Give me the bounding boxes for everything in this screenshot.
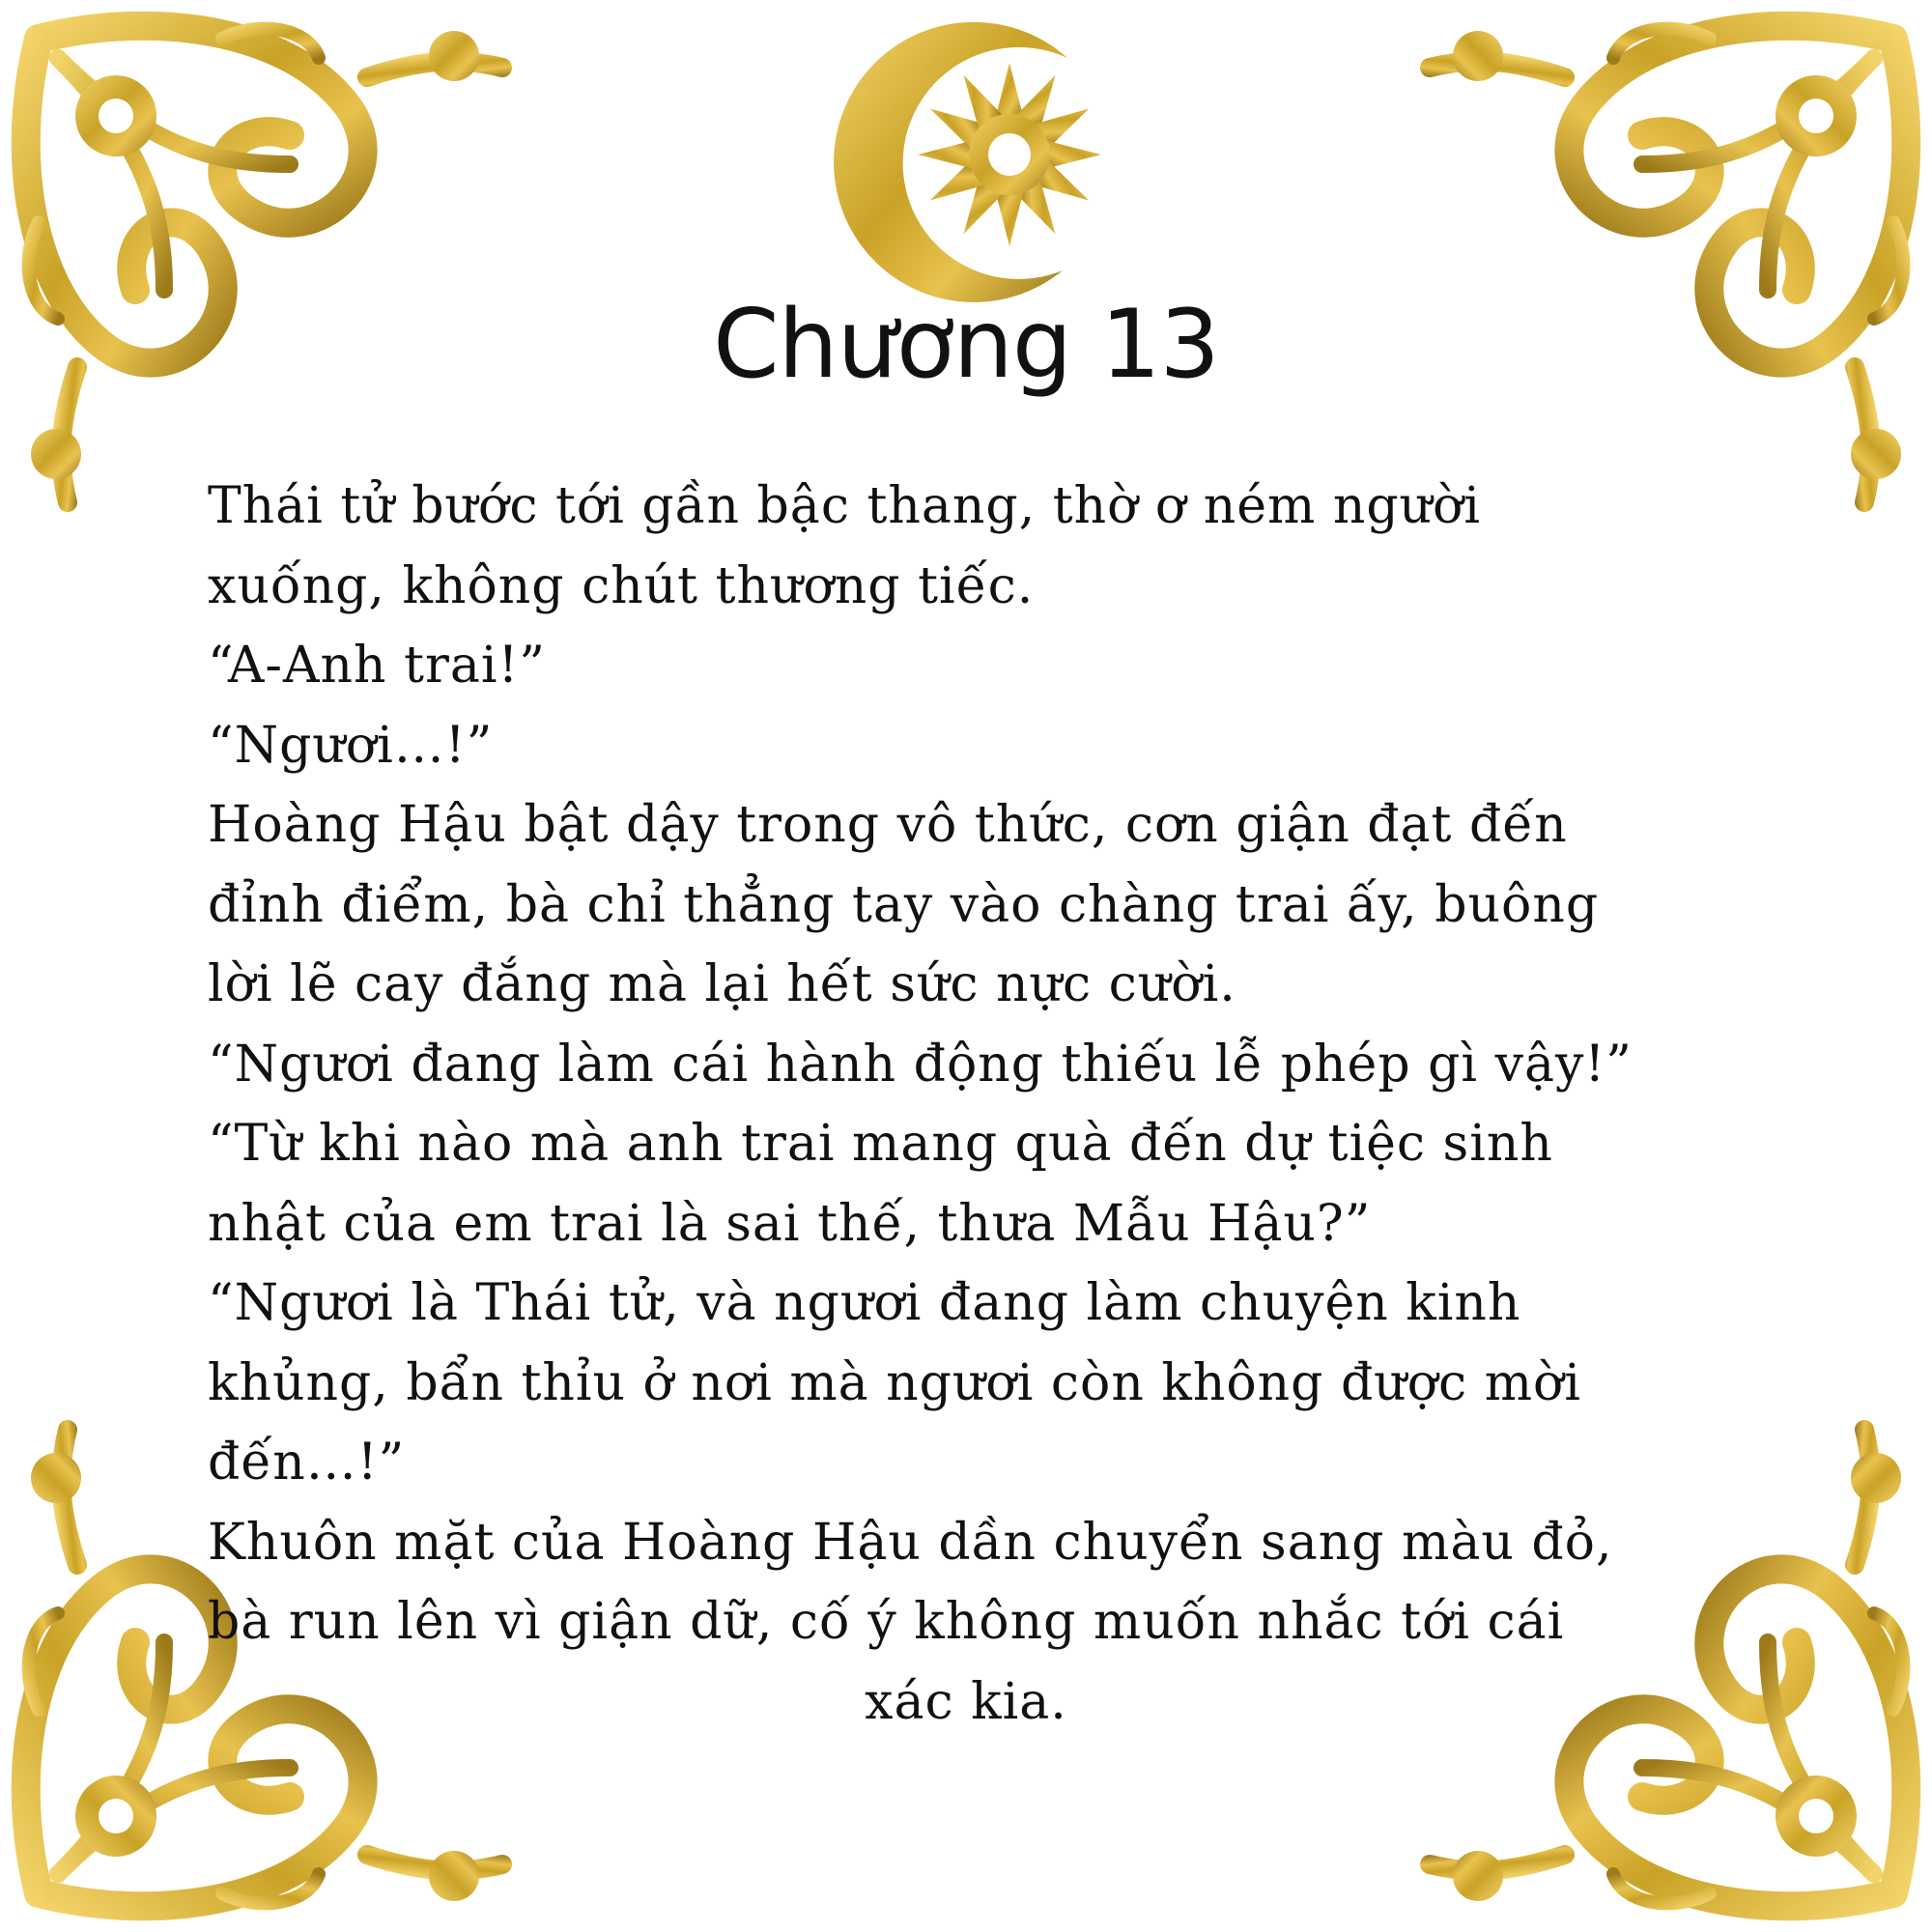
chapter-title: Chương 13 <box>713 290 1219 400</box>
text-line: Thái tử bước tới gần bậc thang, thờ ơ ném người <box>208 477 1482 535</box>
text-line: xác kia. <box>865 1672 1067 1731</box>
text-line: “A-Anh trai!” <box>208 637 546 695</box>
text-line: khủng, bẩn thỉu ở nơi mà ngươi còn không được mời <box>208 1353 1581 1412</box>
text-line: Hoàng Hậu bật dậy trong vô thức, cơn giận đạt đến <box>208 796 1568 854</box>
text-line: Khuôn mặt của Hoàng Hậu dần chuyển sang màu đỏ, <box>208 1513 1613 1572</box>
text-line: “Ngươi…!” <box>208 716 494 775</box>
text-line: “Từ khi nào mà anh trai mang quà đến dự tiệc sinh <box>208 1115 1553 1173</box>
text-line: “Ngươi là Thái tử, và ngươi đang làm chuyện kinh <box>208 1274 1521 1332</box>
text-line: xuống, không chút thương tiếc. <box>208 556 1035 615</box>
text-line: đến…!” <box>208 1434 406 1492</box>
text-line: bà run lên vì giận dữ, cố ý không muốn nhắc tới cái <box>208 1593 1565 1651</box>
crescent-moon-sun-icon <box>834 22 1101 302</box>
text-line: “Ngươi đang làm cái hành động thiếu lễ phép gì vậy!” <box>208 1035 1633 1094</box>
text-line: đỉnh điểm, bà chỉ thẳng tay vào chàng trai ấy, buông <box>208 875 1600 934</box>
text-line: lời lẽ cay đắng mà lại hết sức nực cười. <box>208 955 1236 1013</box>
text-line: nhật của em trai là sai thế, thưa Mẫu Hậu?” <box>208 1194 1372 1253</box>
story-text <box>208 467 1715 1742</box>
